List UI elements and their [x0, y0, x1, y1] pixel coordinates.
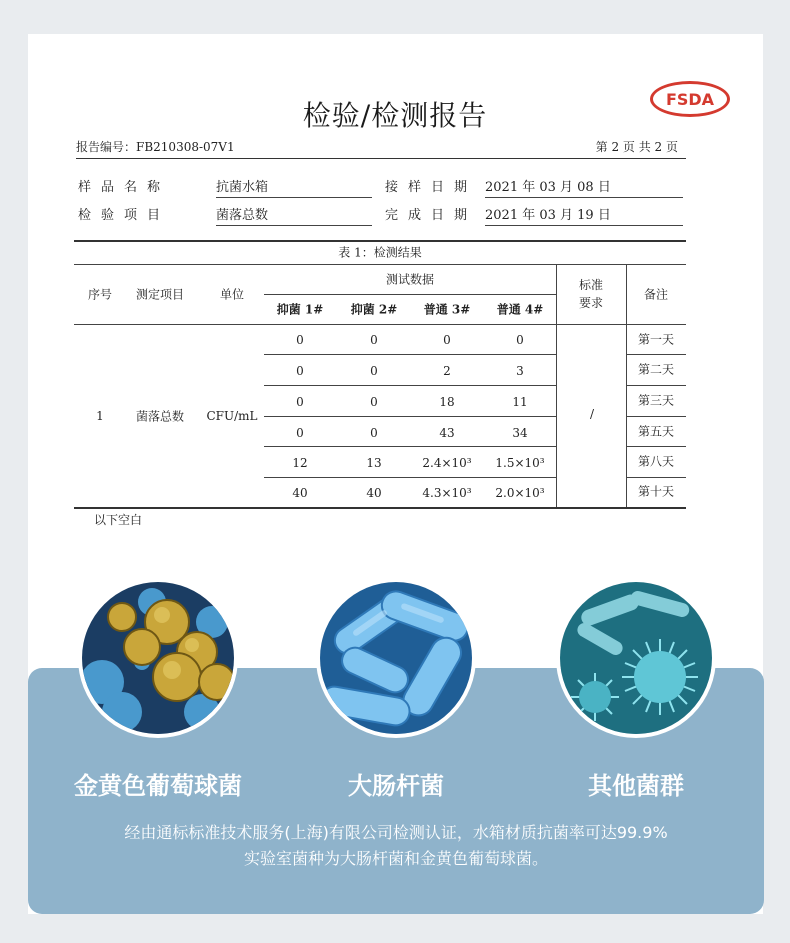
row-rule	[264, 477, 556, 478]
header-standard: 标准要求	[578, 278, 603, 310]
page-info: 第 2 页 共 2 页	[595, 140, 678, 154]
receive-date-label: 接样日期	[385, 180, 478, 195]
table-cell: 11	[512, 395, 528, 409]
table-cell: 0	[370, 426, 378, 440]
cell-unit: CFU/mL	[206, 409, 258, 423]
row-rule	[626, 385, 686, 386]
table-cell: 40	[292, 486, 308, 500]
finish-date-value: 2021 年 03 月 19 日	[485, 204, 683, 226]
header-unit: 单位	[219, 287, 245, 302]
receive-date-row	[385, 176, 611, 195]
report-meta	[76, 138, 686, 159]
bacteria-name: 其他菌群	[588, 772, 684, 800]
row-rule	[626, 354, 686, 355]
table-bottom-rule	[74, 507, 686, 509]
table-cell: 0	[516, 333, 524, 347]
report-no-label: 报告编号：	[76, 140, 137, 154]
table-footer-note: 以下空白	[94, 513, 143, 527]
header-bottom-rule	[74, 324, 686, 325]
table-cell: 13	[366, 456, 382, 470]
row-rule	[626, 477, 686, 478]
table-cell: 2.4×10³	[422, 456, 472, 470]
header-test-data: 测试数据	[385, 272, 435, 287]
certification-caption	[28, 820, 764, 872]
sample-name-label: 样品名称	[78, 180, 171, 195]
subheader-3: 普通 3#	[423, 302, 471, 317]
caption-line-1: 经由通标标准技术服务(上海)有限公司检测认证，水箱材质抗菌率可达99.9%	[124, 823, 668, 842]
row-rule	[264, 416, 556, 417]
report-no: FB210308-07V1	[136, 140, 235, 154]
remark-cell: 第二天	[637, 362, 675, 377]
table-top-rule	[74, 240, 686, 242]
fsda-logo: FSDA	[650, 81, 730, 117]
table-cell: 18	[439, 395, 455, 409]
subheader-2: 抑菌 2#	[350, 302, 398, 317]
staphylococcus-image	[78, 578, 238, 738]
row-rule	[264, 354, 556, 355]
subheader-rule	[264, 294, 556, 295]
remark-cell: 第五天	[637, 424, 675, 439]
table-cell: 43	[439, 426, 455, 440]
table-cell: 12	[292, 456, 308, 470]
table-cell: 0	[370, 395, 378, 409]
sample-name-value: 抗菌水箱	[216, 176, 372, 198]
table-cell: 0	[296, 426, 304, 440]
table-cell: 0	[443, 333, 451, 347]
table-cell: 4.3×10³	[422, 486, 472, 500]
table-cell: 2	[443, 364, 451, 378]
cell-standard: /	[589, 407, 595, 421]
remark-cell: 第一天	[637, 332, 675, 347]
test-item-value: 菌落总数	[216, 204, 372, 226]
row-rule	[626, 416, 686, 417]
row-rule	[264, 446, 556, 447]
report-title: 检验/检测报告	[302, 99, 488, 132]
table-cell: 1.5×10³	[495, 456, 545, 470]
e-coli-image	[316, 578, 476, 738]
standard-col-rule	[556, 264, 557, 507]
remark-col-rule	[626, 264, 627, 507]
sample-name-row	[78, 176, 269, 195]
subheader-1: 抑菌 1#	[276, 302, 324, 317]
table-cell: 0	[370, 333, 378, 347]
row-rule	[264, 385, 556, 386]
finish-date-row	[385, 204, 611, 223]
table-cell: 2.0×10³	[495, 486, 545, 500]
caption-line-2: 实验室菌种为大肠杆菌和金黄色葡萄球菌。	[243, 849, 548, 868]
table-cell: 3	[516, 364, 524, 378]
cell-item: 菌落总数	[135, 409, 185, 424]
header-remark: 备注	[643, 287, 669, 302]
table-caption: 表 1：检测结果	[338, 245, 422, 260]
receive-date-value: 2021 年 03 月 08 日	[485, 176, 683, 198]
virus-group-image	[556, 578, 716, 738]
subheader-4: 普通 4#	[496, 302, 544, 317]
header-item: 测定项目	[135, 287, 185, 302]
bacteria-name: 大肠杆菌	[348, 772, 444, 800]
remark-cell: 第八天	[637, 454, 675, 469]
header-seq: 序号	[87, 287, 113, 302]
table-cell: 0	[296, 333, 304, 347]
cell-seq: 1	[96, 409, 104, 423]
finish-date-label: 完成日期	[385, 208, 478, 223]
table-cell: 0	[296, 395, 304, 409]
table-head-rule	[74, 264, 686, 265]
table-cell: 40	[366, 486, 382, 500]
test-item-label: 检验项目	[78, 208, 171, 223]
table-cell: 0	[296, 364, 304, 378]
bacteria-name: 金黄色葡萄球菌	[74, 772, 242, 800]
row-rule	[626, 446, 686, 447]
table-cell: 34	[512, 426, 528, 440]
remark-cell: 第三天	[637, 393, 675, 408]
test-item-row	[78, 204, 269, 223]
table-cell: 0	[370, 364, 378, 378]
remark-cell: 第十天	[637, 484, 675, 499]
